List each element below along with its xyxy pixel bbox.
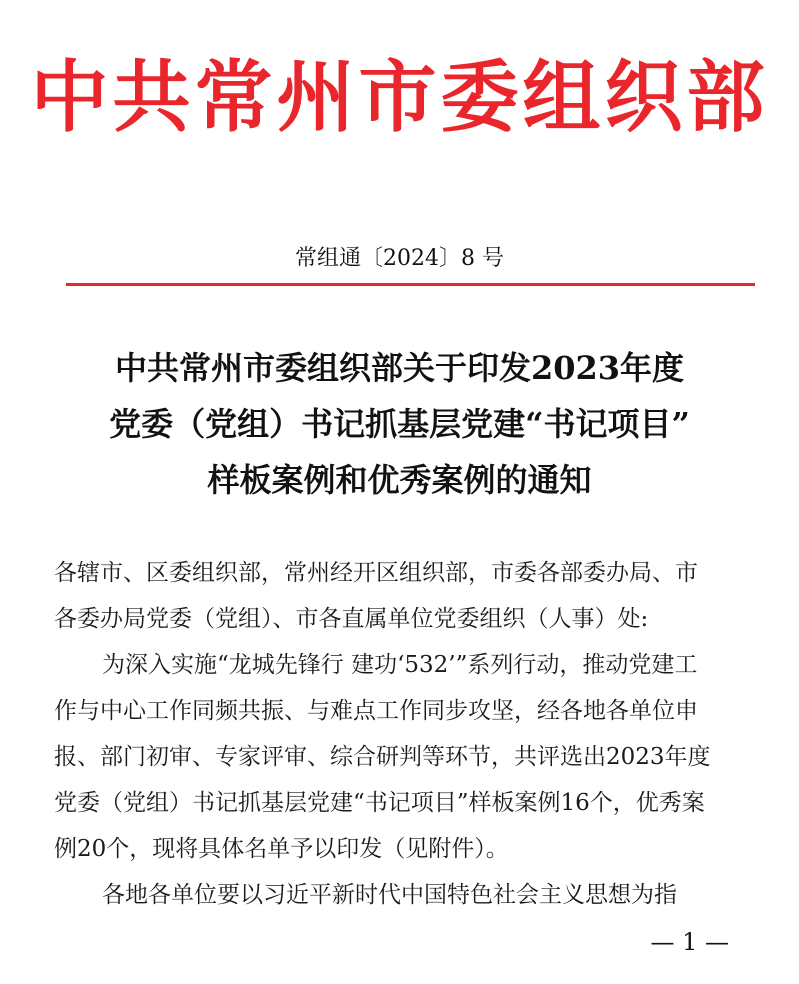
body-line-paragraph: 党委（党组）书记抓基层党建“书记项目”样板案例16个，优秀案 — [54, 790, 705, 816]
red-divider-line — [66, 283, 755, 286]
body-line-paragraph: 各地各单位要以习近平新时代中国特色社会主义思想为指 — [102, 882, 677, 908]
body-line-recipients: 各辖市、区委组织部，常州经开区组织部，市委各部委办局、市 — [54, 560, 698, 586]
masthead-org-name: 中共常州市委组织部 — [30, 53, 769, 143]
body-line-paragraph: 为深入实施“龙城先锋行 建功‘532’”系列行动，推动党建工 — [102, 652, 698, 678]
body-line-paragraph: 作与中心工作同频共振、与难点工作同步攻坚，经各地各单位申 — [54, 698, 698, 724]
document-number: 常组通〔2024〕8 号 — [295, 246, 504, 271]
title-line: 中共常州市委组织部关于印发2023年度 — [114, 349, 685, 387]
page-number: — 1 — — [650, 928, 729, 956]
title-line: 样板案例和优秀案例的通知 — [207, 461, 592, 499]
document-body — [54, 550, 754, 918]
body-line-paragraph: 例20个，现将具体名单予以印发（见附件）。 — [54, 836, 509, 862]
title-line: 党委（党组）书记抓基层党建“书记项目” — [109, 405, 690, 443]
body-line-recipients: 各委办局党委（党组）、市各直属单位党委组织（人事）处: — [54, 606, 649, 632]
document-title — [30, 340, 769, 508]
body-line-paragraph: 报、部门初审、专家评审、综合研判等环节，共评选出2023年度 — [54, 744, 711, 770]
